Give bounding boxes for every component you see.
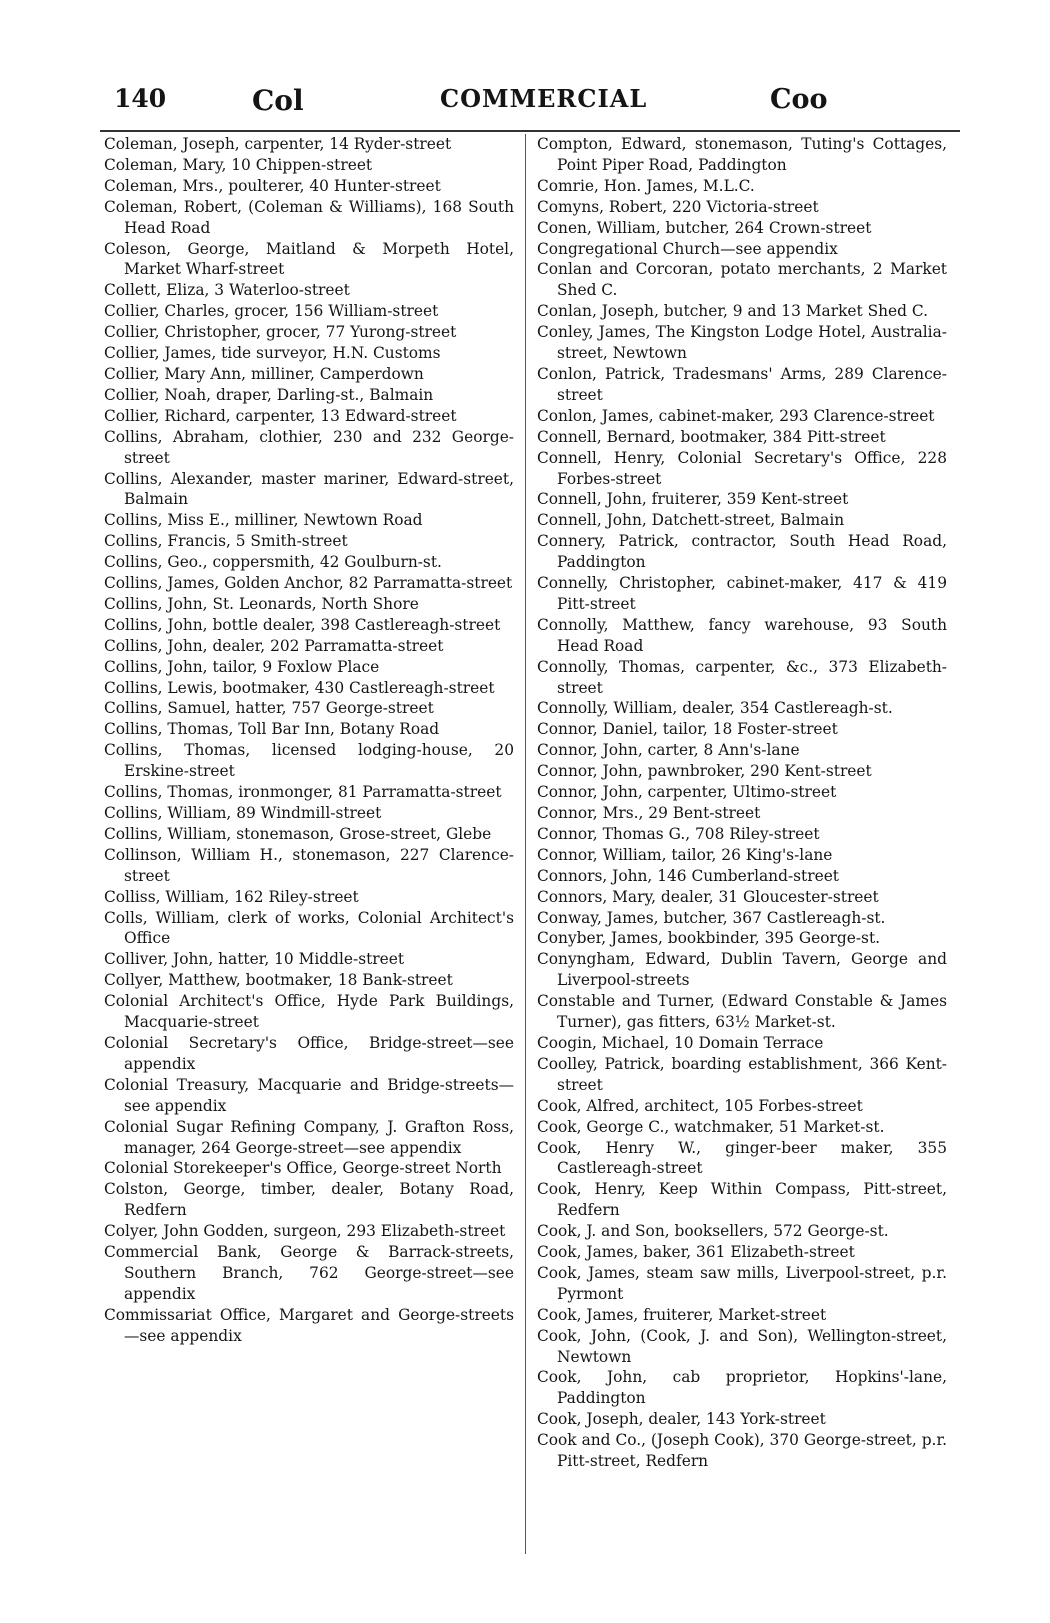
directory-entry: Congregational Church—see appendix (537, 239, 838, 258)
column-divider (525, 134, 526, 1554)
directory-entry: Cook, Joseph, dealer, 143 York-street (537, 1410, 826, 1429)
left-column (104, 134, 514, 1347)
directory-entry: Collins, James, Golden Anchor, 82 Parramatta-street (104, 574, 513, 593)
directory-entry: Collins, Lewis, bootmaker, 430 Castlereagh-street (104, 678, 495, 697)
directory-entry: Collett, Eliza, 3 Waterloo-street (104, 281, 350, 300)
directory-entry: Collins, Samuel, hatter, 757 George-street (104, 699, 434, 718)
directory-entry: Collins, John, tailor, 9 Foxlow Place (104, 657, 380, 676)
directory-entry: Conen, William, butcher, 264 Crown-street (537, 218, 872, 237)
directory-entry: Cook, James, steam saw mills, Liverpool-street, p.r. Pyrmont (537, 1263, 947, 1303)
directory-entry: Cook, George C., watchmaker, 51 Market-st. (537, 1117, 885, 1136)
directory-entry: Conyngham, Edward, Dublin Tavern, George and Liverpool-streets (537, 950, 947, 990)
directory-entry: Collyer, Matthew, bootmaker, 18 Bank-street (104, 971, 453, 990)
directory-entry: Collins, John, bottle dealer, 398 Castlereagh-street (104, 615, 501, 634)
directory-entry: Conway, James, butcher, 367 Castlereagh-st. (537, 908, 886, 927)
directory-entry: Connor, Daniel, tailor, 18 Foster-street (537, 720, 838, 739)
directory-entry: Cook, John, cab proprietor, Hopkins'-lane, Paddington (537, 1368, 947, 1408)
directory-entry: Collier, James, tide surveyor, H.N. Customs (104, 344, 441, 363)
directory-entry: Comyns, Robert, 220 Victoria-street (537, 197, 819, 216)
directory-entry: Colliver, John, hatter, 10 Middle-street (104, 950, 405, 969)
directory-entry: Coolley, Patrick, boarding establishment, 366 Kent-street (537, 1054, 947, 1094)
directory-entry: Constable and Turner, (Edward Constable & James Turner), gas fitters, 63½ Market-st. (537, 992, 947, 1032)
directory-entry: Commissariat Office, Margaret and George-streets—see appendix (104, 1305, 514, 1345)
directory-entry: Collins, John, St. Leonards, North Shore (104, 594, 419, 613)
directory-entry: Coogin, Michael, 10 Domain Terrace (537, 1033, 824, 1052)
directory-entry: Commercial Bank, George & Barrack-streets, Southern Branch, 762 George-street—see appendix (104, 1243, 514, 1303)
directory-entry: Conley, James, The Kingston Lodge Hotel, Australia-street, Newtown (537, 323, 947, 363)
directory-entry: Connors, Mary, dealer, 31 Gloucester-street (537, 887, 879, 906)
directory-entry: Cook, James, fruiterer, Market-street (537, 1305, 827, 1324)
directory-entry: Collier, Noah, draper, Darling-st., Balmain (104, 385, 434, 404)
directory-entry: Cook, Henry W., ginger-beer maker, 355 Castlereagh-street (537, 1138, 947, 1178)
directory-entry: Collier, Richard, carpenter, 13 Edward-street (104, 406, 457, 425)
directory-entry: Collins, John, dealer, 202 Parramatta-street (104, 636, 444, 655)
directory-entry: Collier, Mary Ann, milliner, Camperdown (104, 364, 424, 383)
directory-entry: Connery, Patrick, contractor, South Head Road, Paddington (537, 532, 947, 572)
directory-entry: Coleson, George, Maitland & Morpeth Hotel, Market Wharf-street (104, 239, 514, 279)
directory-entry: Collier, Charles, grocer, 156 William-street (104, 302, 439, 321)
left-guide-word: Col (252, 84, 304, 117)
directory-entry: Collins, William, stonemason, Grose-street, Glebe (104, 824, 492, 843)
directory-entry: Cook, Alfred, architect, 105 Forbes-street (537, 1096, 863, 1115)
directory-entry: Collins, Thomas, ironmonger, 81 Parramatta-street (104, 783, 502, 802)
directory-entry: Connor, Mrs., 29 Bent-street (537, 804, 761, 822)
directory-entry: Coleman, Mary, 10 Chippen-street (104, 155, 373, 174)
directory-entry: Cook and Co., (Joseph Cook), 370 George-street, p.r. Pitt-street, Redfern (537, 1431, 947, 1471)
directory-entry: Conlon, James, cabinet-maker, 293 Clarence-street (537, 406, 935, 425)
directory-entry: Conlon, Patrick, Tradesmans' Arms, 289 Clarence-street (537, 364, 947, 404)
directory-entry: Colliss, William, 162 Riley-street (104, 887, 359, 906)
directory-entry: Connor, John, pawnbroker, 290 Kent-street (537, 762, 872, 781)
directory-entry: Coleman, Mrs., poulterer, 40 Hunter-street (104, 176, 441, 195)
directory-entry: Connor, John, carpenter, Ultimo-street (537, 783, 837, 802)
directory-entry: Collins, Miss E., milliner, Newtown Road (104, 511, 423, 530)
directory-entry: Connors, John, 146 Cumberland-street (537, 866, 839, 885)
directory-entry: Collins, Abraham, clothier, 230 and 232 George-street (104, 427, 514, 467)
right-guide-word: Coo (770, 84, 828, 115)
directory-entry: Cook, Henry, Keep Within Compass, Pitt-street, Redfern (537, 1180, 947, 1220)
directory-entry: Colston, George, timber, dealer, Botany Road, Redfern (104, 1180, 514, 1220)
directory-entry: Comrie, Hon. James, M.L.C. (537, 176, 755, 195)
directory-entry: Connell, Bernard, bootmaker, 384 Pitt-street (537, 427, 886, 446)
directory-entry: Coleman, Robert, (Coleman & Williams), 168 South Head Road (104, 197, 514, 237)
directory-entry: Cook, James, baker, 361 Elizabeth-street (537, 1243, 855, 1262)
directory-entry: Connor, Thomas G., 708 Riley-street (537, 824, 820, 843)
directory-entry: Colonial Secretary's Office, Bridge-street—see appendix (104, 1033, 514, 1073)
header-rule (100, 130, 960, 132)
directory-entry: Collier, Christopher, grocer, 77 Yurong-street (104, 323, 457, 342)
page-header (100, 84, 960, 124)
directory-entry: Connell, John, Datchett-street, Balmain (537, 511, 845, 530)
right-column (537, 134, 947, 1472)
directory-entry: Compton, Edward, stonemason, Tuting's Cottages, Point Piper Road, Paddington (537, 135, 947, 174)
page-number: 140 (114, 84, 167, 113)
directory-entry: Collins, Francis, 5 Smith-street (104, 532, 348, 551)
directory-entry: Connor, William, tailor, 26 King's-lane (537, 845, 833, 864)
directory-entry: Conlan, Joseph, butcher, 9 and 13 Market Shed C. (537, 302, 929, 321)
directory-entry: Collins, Thomas, Toll Bar Inn, Botany Road (104, 720, 440, 739)
directory-entry: Colonial Treasury, Macquarie and Bridge-streets—see appendix (104, 1075, 514, 1115)
directory-entry: Colonial Storekeeper's Office, George-street North (104, 1159, 502, 1178)
directory-entry: Colls, William, clerk of works, Colonial Architect's Office (104, 908, 514, 948)
directory-entry: Collins, Geo., coppersmith, 42 Goulburn-st. (104, 553, 442, 572)
directory-entry: Collins, William, 89 Windmill-street (104, 804, 382, 822)
directory-entry: Connell, Henry, Colonial Secretary's Office, 228 Forbes-street (537, 448, 947, 488)
directory-entry: Conyber, James, bookbinder, 395 George-st. (537, 929, 881, 948)
directory-entry: Connolly, William, dealer, 354 Castlereagh-st. (537, 699, 893, 718)
directory-entry: Connell, John, fruiterer, 359 Kent-street (537, 490, 849, 509)
directory-entry: Cook, J. and Son, booksellers, 572 George-st. (537, 1222, 889, 1241)
directory-entry: Colonial Sugar Refining Company, J. Grafton Ross, manager, 264 George-street—see appendix (104, 1117, 514, 1157)
directory-entry: Connolly, Matthew, fancy warehouse, 93 South Head Road (537, 615, 947, 655)
directory-entry: Connor, John, carter, 8 Ann's-lane (537, 741, 800, 760)
directory-entry: Connelly, Christopher, cabinet-maker, 417 & 419 Pitt-street (537, 574, 947, 613)
directory-entry: Collinson, William H., stonemason, 227 Clarence-street (104, 845, 514, 885)
directory-entry: Conlan and Corcoran, potato merchants, 2 Market Shed C. (537, 260, 947, 300)
directory-entry: Cook, John, (Cook, J. and Son), Wellington-street, Newtown (537, 1326, 947, 1366)
page-title: COMMERCIAL (440, 84, 648, 113)
directory-entry: Collins, Thomas, licensed lodging-house, 20 Erskine-street (104, 741, 514, 781)
directory-entry: Collins, Alexander, master mariner, Edward-street, Balmain (104, 469, 514, 509)
directory-entry: Connolly, Thomas, carpenter, &c., 373 Elizabeth-street (537, 657, 947, 697)
directory-entry: Colonial Architect's Office, Hyde Park Buildings, Macquarie-street (104, 992, 514, 1032)
directory-entry: Coleman, Joseph, carpenter, 14 Ryder-street (104, 135, 452, 153)
directory-entry: Colyer, John Godden, surgeon, 293 Elizabeth-street (104, 1222, 506, 1241)
